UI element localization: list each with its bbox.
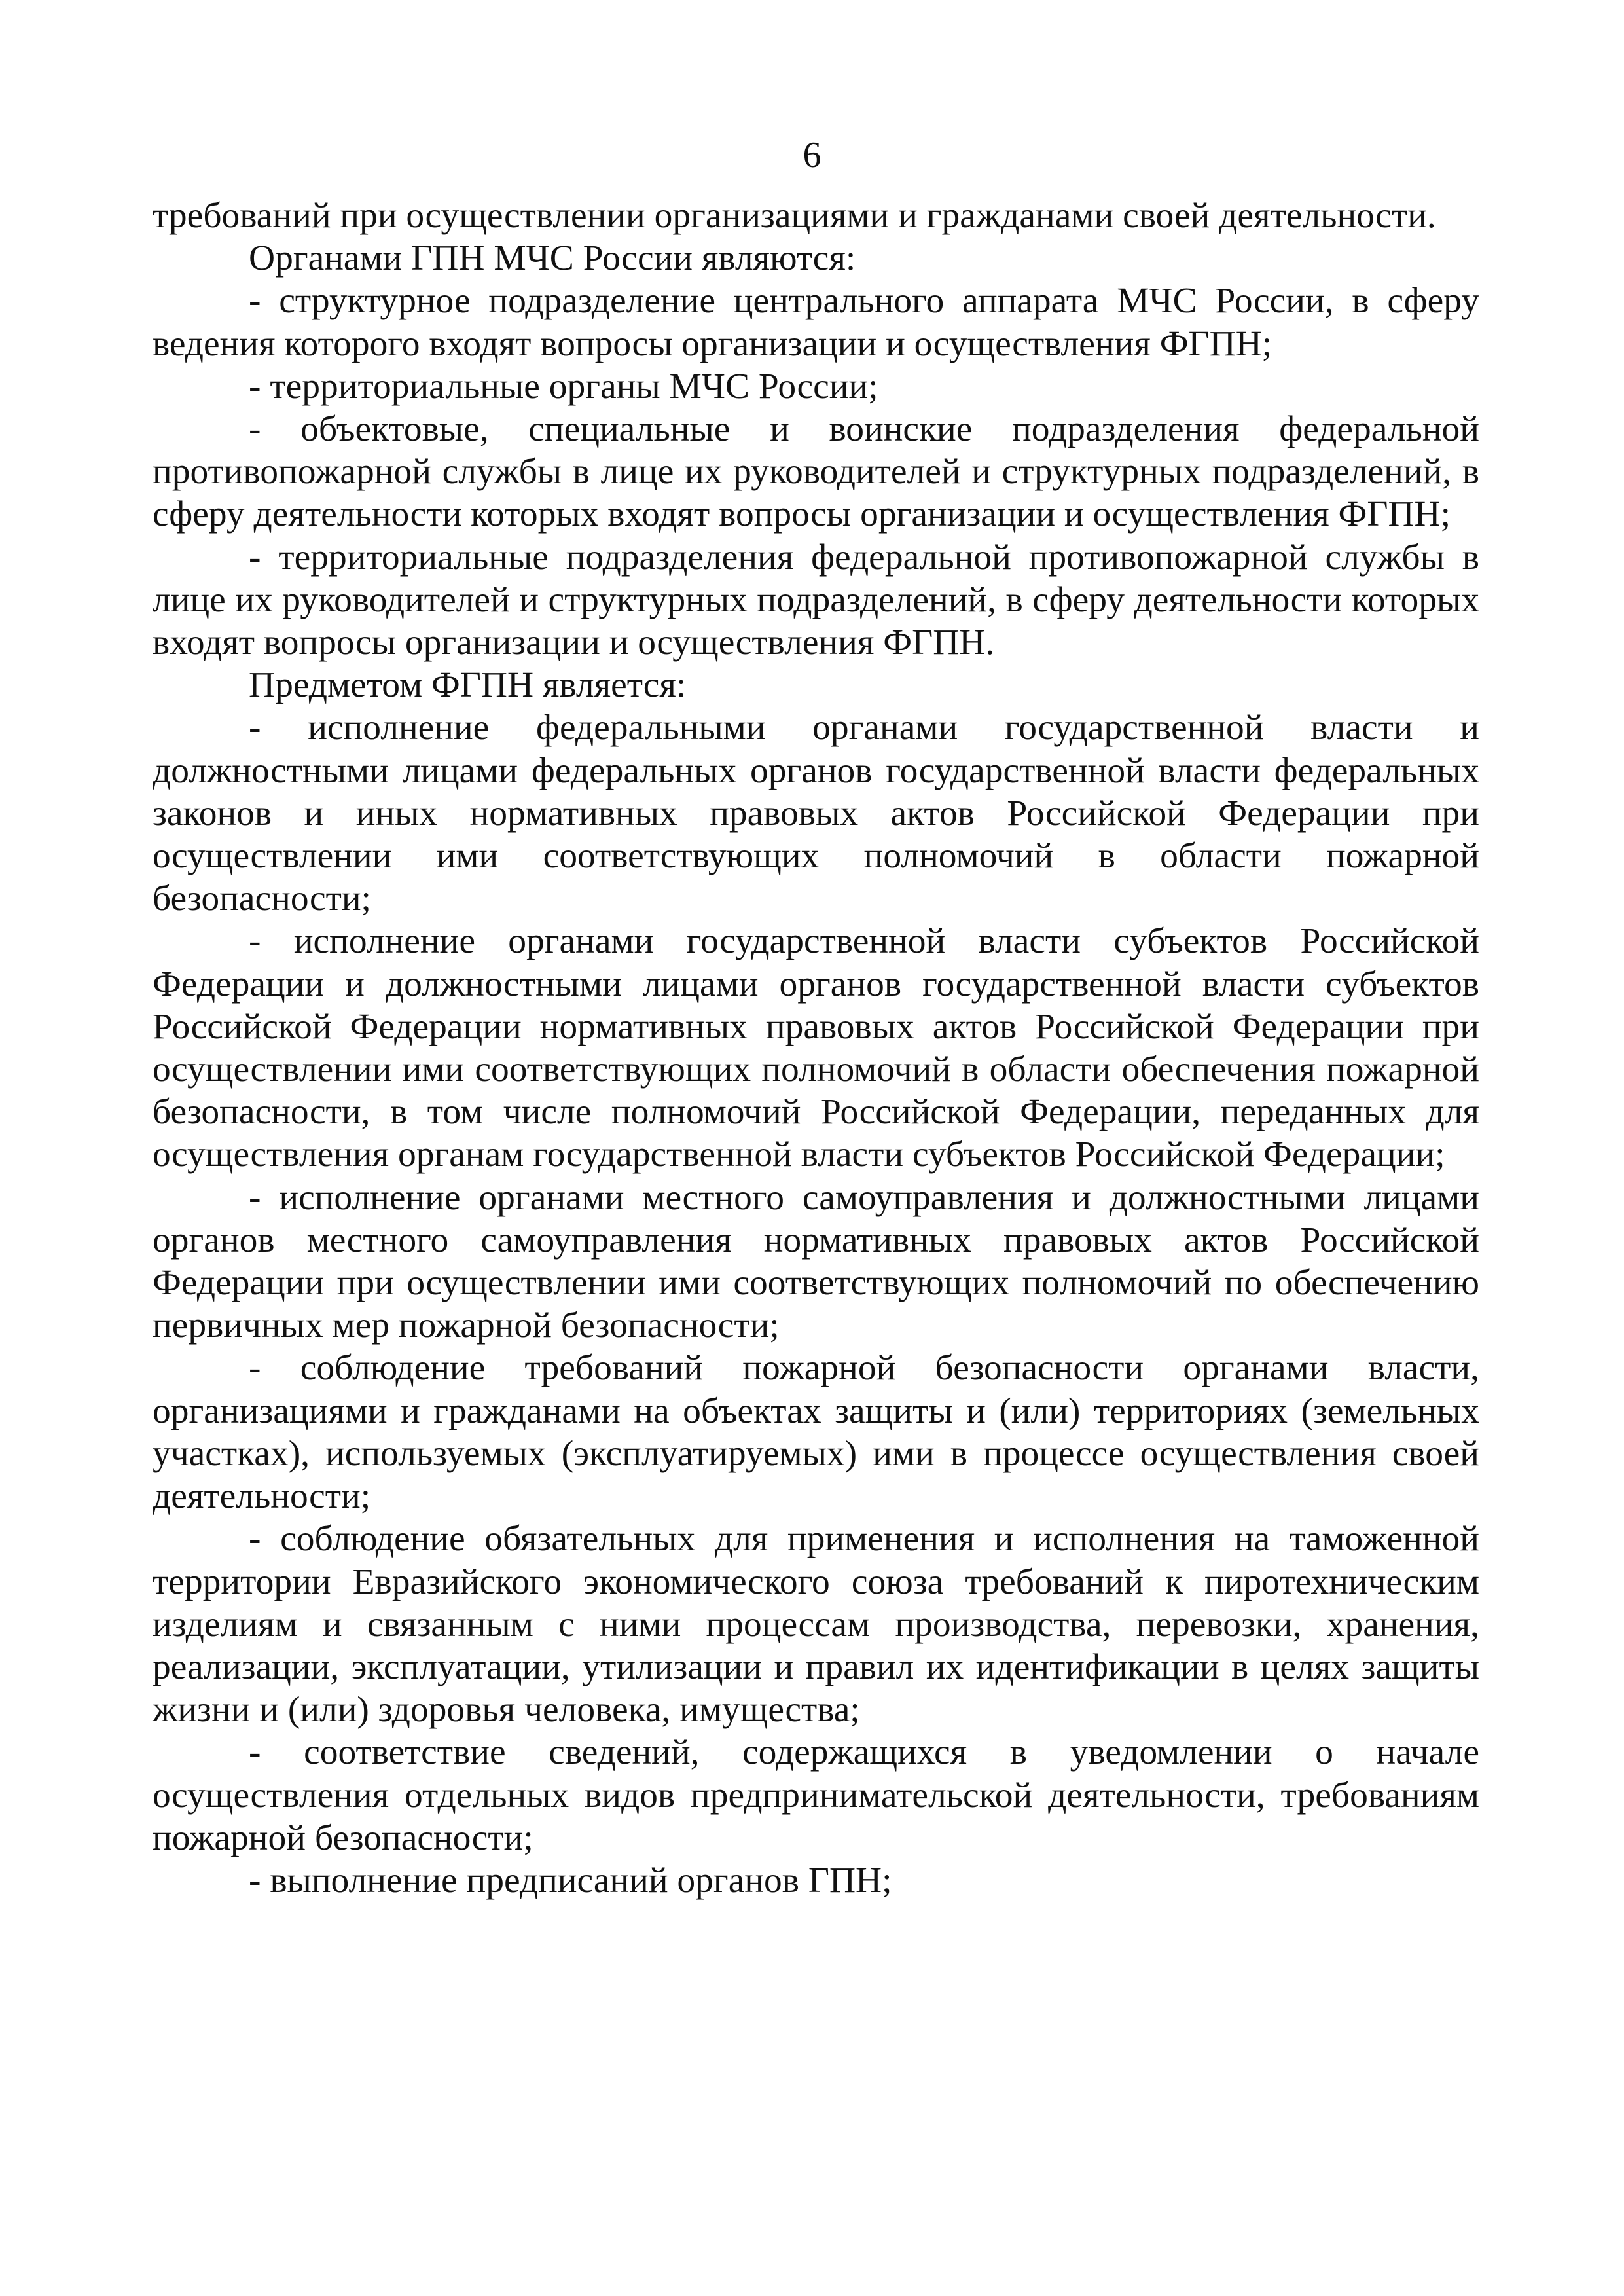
page-number: 6 — [803, 135, 821, 175]
list-item: - соответствие сведений, содержащихся в уведомлении о начале осуществления отдельных видов предпринимательской деятельности, требованиям пожарной безопасности; — [153, 1732, 1479, 1858]
list-item: - соблюдение требований пожарной безопасности органами власти, организациями и гражданами на объектах защиты и (или) территориях (земельных участках), используемых (эксплуатируемых) ими в процессе осуществления своей деятельности; — [153, 1348, 1479, 1517]
list-item: - структурное подразделение центрального аппарата МЧС России, в сферу ведения которого входят вопросы организации и осуществления ФГПН; — [153, 281, 1479, 364]
list-item: - территориальные органы МЧС России; — [249, 366, 878, 407]
paragraph: требований при осуществлении организациями и гражданами своей деятельности. — [153, 196, 1436, 236]
paragraph: Предметом ФГПН является: — [249, 665, 687, 706]
list-item: - исполнение органами государственной власти субъектов Российской Федерации и должностными лицами органов государственной власти субъектов Российской Федерации нормативных правовых актов Российской Федерации при осуществлении ими соответствующих полномочий в области обеспечения пожарной безопасности, в том числе полномочий Российской Федерации, переданных для осуществления органам государственной власти субъектов Российской Федерации; — [153, 921, 1479, 1175]
list-item: - объектовые, специальные и воинские подразделения федеральной противопожарной службы в лице их руководителей и структурных подразделений, в сферу деятельности которых входят вопросы организации и осуществления ФГПН; — [153, 409, 1479, 535]
list-item: - выполнение предписаний органов ГПН; — [249, 1860, 892, 1901]
paragraph: Органами ГПН МЧС России являются: — [249, 238, 856, 279]
list-item: - исполнение органами местного самоуправления и должностными лицами органов местного самоуправления нормативных правовых актов Российской Федерации при осуществлении ими соответствующих полномочий по обеспечению первичных мер пожарной безопасности; — [153, 1177, 1479, 1346]
list-item: - территориальные подразделения федеральной противопожарной службы в лице их руководителей и структурных подразделений, в сферу деятельности которых входят вопросы организации и осуществления ФГПН. — [153, 537, 1479, 663]
list-item: - исполнение федеральными органами государственной власти и должностными лицами федеральных органов государственной власти федеральных законов и иных нормативных правовых актов Российской Федерации при осуществлении ими соответствующих полномочий в области пожарной безопасности; — [153, 708, 1479, 919]
list-item: - соблюдение обязательных для применения и исполнения на таможенной территории Евразийского экономического союза требований к пиротехническим изделиям и связанным с ними процессам производства, перевозки, хранения, реализации, эксплуатации, утилизации и правил их идентификации в целях защиты жизни и (или) здоровья человека, имущества; — [153, 1519, 1479, 1730]
document-body — [153, 194, 1479, 1902]
